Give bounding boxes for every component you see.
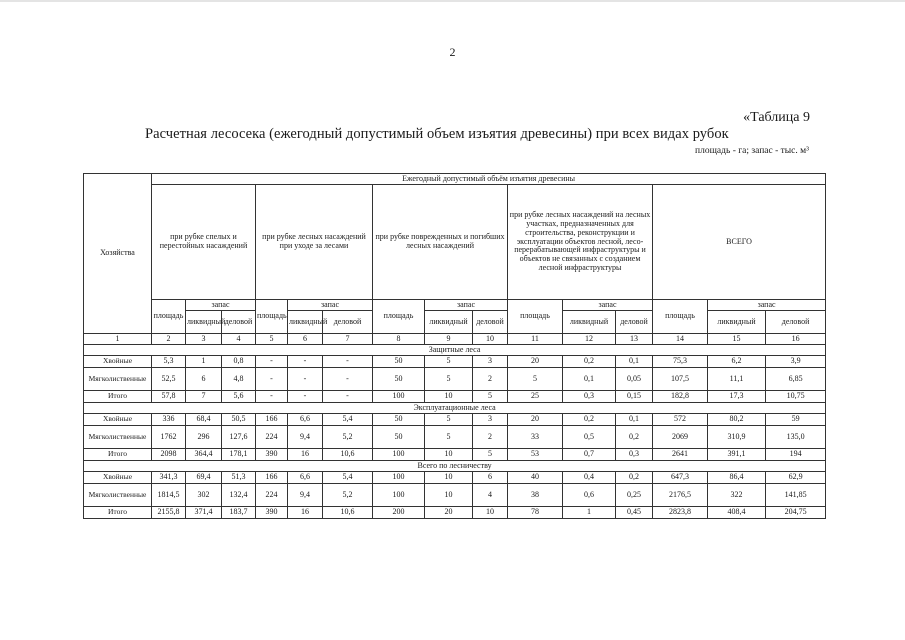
table-cell: 5 — [425, 368, 473, 391]
table-cell: 135,0 — [766, 426, 826, 449]
table-cell: 0,6 — [563, 484, 616, 507]
section-title: Эксплуатационные леса — [84, 403, 826, 414]
table-cell: 100 — [373, 472, 425, 484]
header-business: деловой — [766, 311, 826, 334]
table-row — [84, 356, 826, 368]
table-cell: 371,4 — [186, 507, 222, 519]
table-cell: 336 — [152, 414, 186, 426]
table-cell: 10,6 — [323, 449, 373, 461]
table-cell: 2069 — [653, 426, 708, 449]
table-cell: 6,2 — [708, 356, 766, 368]
table-cell: 0,2 — [616, 472, 653, 484]
table-cell: 364,4 — [186, 449, 222, 461]
table-cell: 0,25 — [616, 484, 653, 507]
table-cell: 5 — [425, 426, 473, 449]
table-cell: 0,7 — [563, 449, 616, 461]
page-number: 2 — [449, 45, 456, 59]
table-row — [84, 426, 826, 449]
page-title: Расчетная лесосека (ежегодный допустимый объем изъятия древесины) при всех видах рубок — [145, 126, 729, 142]
table-cell: 647,3 — [653, 472, 708, 484]
header-business: деловой — [473, 311, 508, 334]
table-cell: 16 — [288, 449, 323, 461]
header-liquid: ликвидный — [425, 311, 473, 334]
table-cell: 20 — [508, 356, 563, 368]
table-cell: 17,3 — [708, 391, 766, 403]
table-cell: 224 — [256, 484, 288, 507]
header-farm: Хозяйства — [84, 174, 152, 334]
column-number: 8 — [373, 334, 425, 345]
table-cell: 5,6 — [222, 391, 256, 403]
table-cell: 0,1 — [616, 356, 653, 368]
table-cell: 5 — [425, 414, 473, 426]
table-cell: 107,5 — [653, 368, 708, 391]
table-label: «Таблица 9 — [743, 110, 810, 125]
table-cell: 5,2 — [323, 426, 373, 449]
table-cell: 0,2 — [616, 426, 653, 449]
table-cell: - — [288, 356, 323, 368]
header-liquid: ликвидный — [563, 311, 616, 334]
header-area: площадь — [653, 300, 708, 334]
table-cell: 0,45 — [616, 507, 653, 519]
table-cell: 5 — [508, 368, 563, 391]
table-cell: 50 — [373, 426, 425, 449]
table-cell: 5,4 — [323, 472, 373, 484]
table-cell: 10 — [425, 484, 473, 507]
section-row — [84, 461, 826, 472]
table-cell: 408,4 — [708, 507, 766, 519]
table-cell: 38 — [508, 484, 563, 507]
table-cell: 0,1 — [563, 368, 616, 391]
table-cell: 3 — [473, 356, 508, 368]
table-cell: 4 — [473, 484, 508, 507]
header-stock: запас — [425, 300, 508, 311]
row-label: Хвойные — [84, 356, 152, 368]
table-cell: 50 — [373, 414, 425, 426]
column-number: 12 — [563, 334, 616, 345]
section-title: Защитные леса — [84, 345, 826, 356]
column-number: 15 — [708, 334, 766, 345]
table-cell: 20 — [508, 414, 563, 426]
table-cell: 80,2 — [708, 414, 766, 426]
header-group: при рубке лесных насаждений на лесных участках, предназначенных для строительства, реконструкции и эксплуатации объектов лесной, лесо-перерабатывающей инфраструктуры и объектов не связанных с созданием лесной инфраструктуры — [508, 185, 653, 300]
table-cell: 10 — [425, 391, 473, 403]
table-cell: 50,5 — [222, 414, 256, 426]
header-main: Ежегодный допустимый объём изъятия древесины — [152, 174, 826, 185]
table-cell: 10 — [425, 449, 473, 461]
table-cell: 59 — [766, 414, 826, 426]
table-row — [84, 449, 826, 461]
column-number: 1 — [84, 334, 152, 345]
header-liquid: ликвидный — [186, 311, 222, 334]
table-cell: 1 — [563, 507, 616, 519]
table-cell: 10 — [473, 507, 508, 519]
row-label: Мягколиственные — [84, 426, 152, 449]
table-cell: 391,1 — [708, 449, 766, 461]
table-row — [84, 472, 826, 484]
table-cell: - — [256, 391, 288, 403]
table-cell: 0,4 — [563, 472, 616, 484]
header-area: площадь — [508, 300, 563, 334]
table-cell: 2155,8 — [152, 507, 186, 519]
table-cell: - — [323, 368, 373, 391]
header-group: при рубке спелых и перестойных насаждений — [152, 185, 256, 300]
header-stock: запас — [186, 300, 256, 311]
column-number: 13 — [616, 334, 653, 345]
table-cell: 7 — [186, 391, 222, 403]
table-cell: 25 — [508, 391, 563, 403]
table-cell: 0,3 — [563, 391, 616, 403]
table-cell: 3 — [473, 414, 508, 426]
table-row — [84, 368, 826, 391]
table-cell: 10,75 — [766, 391, 826, 403]
table-cell: 5 — [473, 449, 508, 461]
table-cell: 9,4 — [288, 426, 323, 449]
table-cell: - — [256, 356, 288, 368]
header-business: деловой — [323, 311, 373, 334]
row-label: Мягколиственные — [84, 368, 152, 391]
table-cell: 33 — [508, 426, 563, 449]
table-cell: 50 — [373, 368, 425, 391]
table-cell: 0,05 — [616, 368, 653, 391]
column-number-row — [84, 334, 826, 345]
table-cell: 53 — [508, 449, 563, 461]
table-cell: 4,8 — [222, 368, 256, 391]
table-row — [84, 414, 826, 426]
table-cell: 0,2 — [563, 414, 616, 426]
header-group: ВСЕГО — [653, 185, 826, 300]
header-stock: запас — [288, 300, 373, 311]
table-cell: 68,4 — [186, 414, 222, 426]
table-cell: 86,4 — [708, 472, 766, 484]
table-cell: 1762 — [152, 426, 186, 449]
table-cell: 2641 — [653, 449, 708, 461]
table-cell: 57,8 — [152, 391, 186, 403]
table-cell: 6,6 — [288, 472, 323, 484]
table-cell: 0,15 — [616, 391, 653, 403]
table-cell: 224 — [256, 426, 288, 449]
column-number: 16 — [766, 334, 826, 345]
section-title: Всего по лесничеству — [84, 461, 826, 472]
table-cell: 20 — [425, 507, 473, 519]
table-cell: 16 — [288, 507, 323, 519]
table-cell: 0,3 — [616, 449, 653, 461]
table-cell: 0,2 — [563, 356, 616, 368]
table-cell: 572 — [653, 414, 708, 426]
table-cell: 2823,8 — [653, 507, 708, 519]
table-cell: 51,3 — [222, 472, 256, 484]
row-label: Итого — [84, 391, 152, 403]
table-cell: 75,3 — [653, 356, 708, 368]
header-group: при рубке поврежденных и погибших лесных насаждений — [373, 185, 508, 300]
table-cell: 100 — [373, 391, 425, 403]
table-cell: 310,9 — [708, 426, 766, 449]
table-cell: 194 — [766, 449, 826, 461]
table-cell: 10 — [425, 472, 473, 484]
table-cell: 2 — [473, 368, 508, 391]
column-number: 5 — [256, 334, 288, 345]
row-label: Мягколиственные — [84, 484, 152, 507]
logging-table — [83, 173, 826, 519]
table-cell: 127,6 — [222, 426, 256, 449]
table-cell: 2176,5 — [653, 484, 708, 507]
table-cell: 6 — [473, 472, 508, 484]
table-cell: 10,6 — [323, 507, 373, 519]
table-cell: 166 — [256, 414, 288, 426]
table-cell: 390 — [256, 507, 288, 519]
table-cell: 2 — [473, 426, 508, 449]
table-cell: 3,9 — [766, 356, 826, 368]
row-label: Хвойные — [84, 414, 152, 426]
table-cell: 69,4 — [186, 472, 222, 484]
table-cell: 390 — [256, 449, 288, 461]
table-cell: - — [323, 391, 373, 403]
table-cell: - — [288, 391, 323, 403]
header-group: при рубке лесных насаждений при уходе за лесами — [256, 185, 373, 300]
table-cell: 78 — [508, 507, 563, 519]
table-row — [84, 507, 826, 519]
table-cell: 50 — [373, 356, 425, 368]
table-cell: 6,6 — [288, 414, 323, 426]
header-area: площадь — [152, 300, 186, 334]
header-business: деловой — [222, 311, 256, 334]
table-cell: 0,8 — [222, 356, 256, 368]
table-cell: 1 — [186, 356, 222, 368]
header-stock: запас — [563, 300, 653, 311]
table-cell: 5 — [473, 391, 508, 403]
header-stock: запас — [708, 300, 826, 311]
table-cell: 6,85 — [766, 368, 826, 391]
table-cell: 132,4 — [222, 484, 256, 507]
column-number: 14 — [653, 334, 708, 345]
column-number: 2 — [152, 334, 186, 345]
table-cell: 5 — [425, 356, 473, 368]
table-cell: 40 — [508, 472, 563, 484]
units-note: площадь - га; запас - тыс. м³ — [695, 146, 809, 156]
section-row — [84, 345, 826, 356]
row-label: Итого — [84, 449, 152, 461]
table-cell: 11,1 — [708, 368, 766, 391]
column-number: 4 — [222, 334, 256, 345]
table-cell: 341,3 — [152, 472, 186, 484]
table-cell: 62,9 — [766, 472, 826, 484]
column-number: 10 — [473, 334, 508, 345]
column-number: 6 — [288, 334, 323, 345]
table-cell: 5,3 — [152, 356, 186, 368]
table-cell: 1814,5 — [152, 484, 186, 507]
table-cell: 100 — [373, 449, 425, 461]
table-row — [84, 391, 826, 403]
table-cell: 204,75 — [766, 507, 826, 519]
top-rule — [0, 0, 905, 2]
section-row — [84, 403, 826, 414]
table-cell: 0,1 — [616, 414, 653, 426]
table-cell: 52,5 — [152, 368, 186, 391]
column-number: 9 — [425, 334, 473, 345]
table-cell: 178,1 — [222, 449, 256, 461]
table-cell: - — [288, 368, 323, 391]
row-label: Хвойные — [84, 472, 152, 484]
table-cell: 322 — [708, 484, 766, 507]
table-cell: 5,4 — [323, 414, 373, 426]
table-cell: 5,2 — [323, 484, 373, 507]
table-cell: 6 — [186, 368, 222, 391]
row-label: Итого — [84, 507, 152, 519]
table-cell: 200 — [373, 507, 425, 519]
header-liquid: ликвидный — [288, 311, 323, 334]
table-cell: 302 — [186, 484, 222, 507]
table-cell: 182,8 — [653, 391, 708, 403]
table-row — [84, 484, 826, 507]
table-cell: 183,7 — [222, 507, 256, 519]
header-business: деловой — [616, 311, 653, 334]
table-cell: 296 — [186, 426, 222, 449]
table-cell: 166 — [256, 472, 288, 484]
column-number: 7 — [323, 334, 373, 345]
table-cell: 0,5 — [563, 426, 616, 449]
table-cell: 141,85 — [766, 484, 826, 507]
table-cell: 9,4 — [288, 484, 323, 507]
table-cell: 2098 — [152, 449, 186, 461]
header-liquid: ликвидный — [708, 311, 766, 334]
table-cell: - — [323, 356, 373, 368]
column-number: 3 — [186, 334, 222, 345]
header-area: площадь — [373, 300, 425, 334]
table-cell: - — [256, 368, 288, 391]
header-area: площадь — [256, 300, 288, 334]
column-number: 11 — [508, 334, 563, 345]
table-cell: 100 — [373, 484, 425, 507]
